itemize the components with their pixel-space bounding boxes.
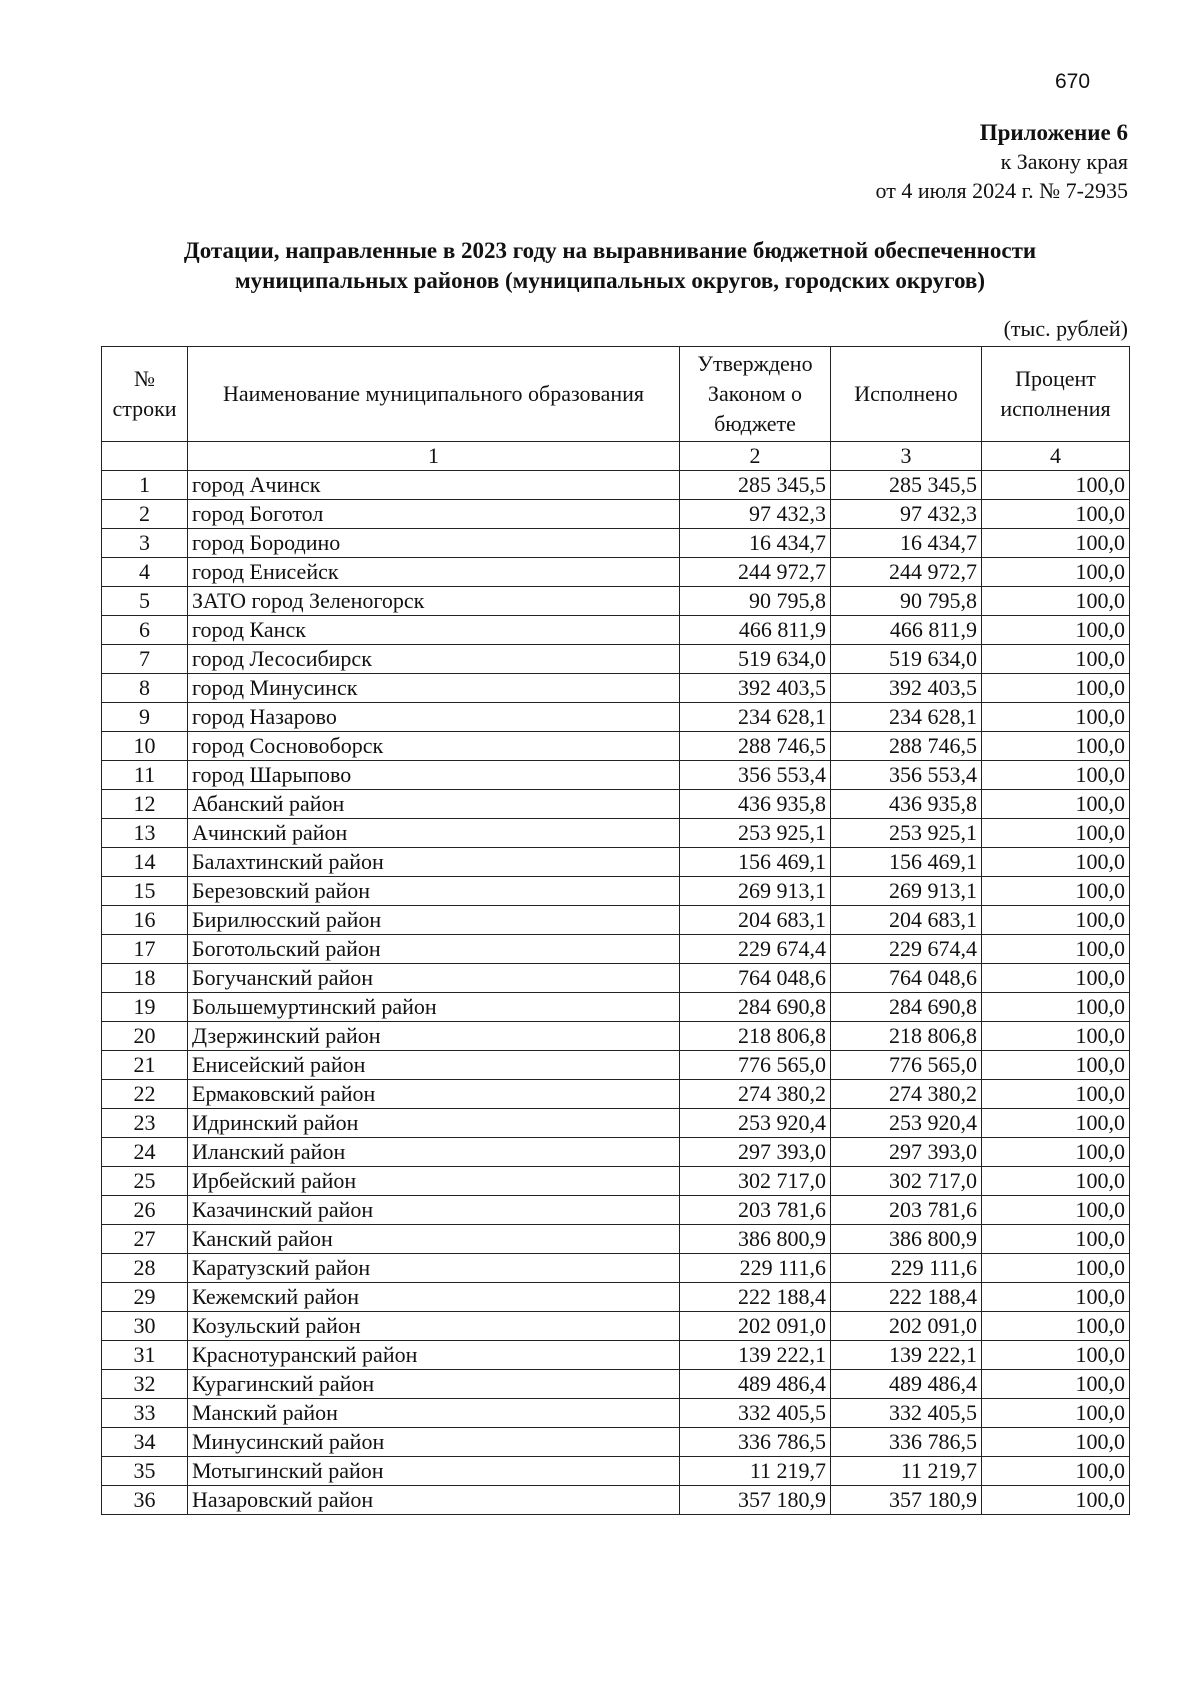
executed-amount-cell: 222 188,4 xyxy=(831,1283,982,1312)
row-number-cell: 26 xyxy=(102,1196,188,1225)
table-row xyxy=(102,1138,1130,1167)
executed-amount-cell: 97 432,3 xyxy=(831,500,982,529)
row-number-cell: 13 xyxy=(102,819,188,848)
row-number-cell: 10 xyxy=(102,732,188,761)
table-row xyxy=(102,1167,1130,1196)
row-number-cell: 33 xyxy=(102,1399,188,1428)
approved-amount-cell: 229 674,4 xyxy=(680,935,831,964)
municipality-name-cell: город Шарыпово xyxy=(188,761,680,790)
municipality-name-cell: Манский район xyxy=(188,1399,680,1428)
row-number-cell: 15 xyxy=(102,877,188,906)
approved-amount-cell: 139 222,1 xyxy=(680,1341,831,1370)
table-row xyxy=(102,500,1130,529)
execution-percent-cell: 100,0 xyxy=(982,703,1130,732)
column-number xyxy=(102,442,188,471)
table-body xyxy=(102,471,1130,1515)
execution-percent-cell: 100,0 xyxy=(982,1022,1130,1051)
execution-percent-cell: 100,0 xyxy=(982,1051,1130,1080)
execution-percent-cell: 100,0 xyxy=(982,674,1130,703)
row-number-cell: 23 xyxy=(102,1109,188,1138)
execution-percent-cell: 100,0 xyxy=(982,1428,1130,1457)
row-number-cell: 14 xyxy=(102,848,188,877)
table-row xyxy=(102,529,1130,558)
executed-amount-cell: 466 811,9 xyxy=(831,616,982,645)
municipality-name-cell: Казачинский район xyxy=(188,1196,680,1225)
approved-amount-cell: 285 345,5 xyxy=(680,471,831,500)
execution-percent-cell: 100,0 xyxy=(982,1341,1130,1370)
approved-amount-cell: 218 806,8 xyxy=(680,1022,831,1051)
executed-amount-cell: 229 674,4 xyxy=(831,935,982,964)
approved-amount-cell: 274 380,2 xyxy=(680,1080,831,1109)
execution-percent-cell: 100,0 xyxy=(982,1196,1130,1225)
executed-amount-cell: 156 469,1 xyxy=(831,848,982,877)
approved-amount-cell: 436 935,8 xyxy=(680,790,831,819)
table-row xyxy=(102,761,1130,790)
municipality-name-cell: Ачинский район xyxy=(188,819,680,848)
approved-amount-cell: 288 746,5 xyxy=(680,732,831,761)
approved-amount-cell: 332 405,5 xyxy=(680,1399,831,1428)
municipality-name-cell: Бирилюсский район xyxy=(188,906,680,935)
approved-amount-cell: 202 091,0 xyxy=(680,1312,831,1341)
appendix-law-reference: к Закону края xyxy=(1000,149,1128,174)
appendix-block xyxy=(876,118,1128,205)
municipality-name-cell: город Бородино xyxy=(188,529,680,558)
table-row xyxy=(102,906,1130,935)
execution-percent-cell: 100,0 xyxy=(982,1080,1130,1109)
column-number: 1 xyxy=(188,442,680,471)
executed-amount-cell: 253 920,4 xyxy=(831,1109,982,1138)
municipality-name-cell: Кежемский район xyxy=(188,1283,680,1312)
execution-percent-cell: 100,0 xyxy=(982,587,1130,616)
executed-amount-cell: 218 806,8 xyxy=(831,1022,982,1051)
execution-percent-cell: 100,0 xyxy=(982,790,1130,819)
table-row xyxy=(102,1051,1130,1080)
header-percent: Процент исполнения xyxy=(982,347,1130,442)
table-row xyxy=(102,674,1130,703)
executed-amount-cell: 386 800,9 xyxy=(831,1225,982,1254)
approved-amount-cell: 776 565,0 xyxy=(680,1051,831,1080)
units-label: (тыс. рублей) xyxy=(1003,316,1128,341)
municipality-name-cell: Минусинский район xyxy=(188,1428,680,1457)
approved-amount-cell: 489 486,4 xyxy=(680,1370,831,1399)
row-number-cell: 30 xyxy=(102,1312,188,1341)
executed-amount-cell: 336 786,5 xyxy=(831,1428,982,1457)
document-title-line-2: муниципальных районов (муниципальных округов, городских округов) xyxy=(234,268,986,293)
municipality-name-cell: Назаровский район xyxy=(188,1486,680,1515)
execution-percent-cell: 100,0 xyxy=(982,1109,1130,1138)
row-number-cell: 2 xyxy=(102,500,188,529)
executed-amount-cell: 489 486,4 xyxy=(831,1370,982,1399)
execution-percent-cell: 100,0 xyxy=(982,1138,1130,1167)
execution-percent-cell: 100,0 xyxy=(982,1457,1130,1486)
row-number-cell: 29 xyxy=(102,1283,188,1312)
approved-amount-cell: 392 403,5 xyxy=(680,674,831,703)
municipality-name-cell: Ирбейский район xyxy=(188,1167,680,1196)
header-name: Наименование муниципального образования xyxy=(188,347,680,442)
table-row xyxy=(102,1196,1130,1225)
municipality-name-cell: Абанский район xyxy=(188,790,680,819)
municipality-name-cell: город Лесосибирск xyxy=(188,645,680,674)
municipality-name-cell: Курагинский район xyxy=(188,1370,680,1399)
approved-amount-cell: 519 634,0 xyxy=(680,645,831,674)
executed-amount-cell: 392 403,5 xyxy=(831,674,982,703)
execution-percent-cell: 100,0 xyxy=(982,529,1130,558)
municipality-name-cell: Канский район xyxy=(188,1225,680,1254)
municipality-name-cell: город Канск xyxy=(188,616,680,645)
execution-percent-cell: 100,0 xyxy=(982,616,1130,645)
municipality-name-cell: Каратузский район xyxy=(188,1254,680,1283)
execution-percent-cell: 100,0 xyxy=(982,645,1130,674)
row-number-cell: 3 xyxy=(102,529,188,558)
header-approved: Утверждено Законом о бюджете xyxy=(680,347,831,442)
municipality-name-cell: Козульский район xyxy=(188,1312,680,1341)
execution-percent-cell: 100,0 xyxy=(982,1225,1130,1254)
row-number-cell: 25 xyxy=(102,1167,188,1196)
municipality-name-cell: город Боготол xyxy=(188,500,680,529)
municipality-name-cell: город Назарово xyxy=(188,703,680,732)
approved-amount-cell: 302 717,0 xyxy=(680,1167,831,1196)
approved-amount-cell: 284 690,8 xyxy=(680,993,831,1022)
table-row xyxy=(102,616,1130,645)
approved-amount-cell: 204 683,1 xyxy=(680,906,831,935)
table-row xyxy=(102,1457,1130,1486)
executed-amount-cell: 356 553,4 xyxy=(831,761,982,790)
executed-amount-cell: 519 634,0 xyxy=(831,645,982,674)
execution-percent-cell: 100,0 xyxy=(982,1370,1130,1399)
execution-percent-cell: 100,0 xyxy=(982,906,1130,935)
approved-amount-cell: 11 219,7 xyxy=(680,1457,831,1486)
table-row xyxy=(102,1254,1130,1283)
approved-amount-cell: 764 048,6 xyxy=(680,964,831,993)
appendix-title: Приложение 6 xyxy=(979,120,1128,145)
table-row xyxy=(102,1428,1130,1457)
municipality-name-cell: Дзержинский район xyxy=(188,1022,680,1051)
approved-amount-cell: 244 972,7 xyxy=(680,558,831,587)
table-row xyxy=(102,1486,1130,1515)
table-row xyxy=(102,993,1130,1022)
column-numbers-row xyxy=(102,442,1130,471)
execution-percent-cell: 100,0 xyxy=(982,1399,1130,1428)
table-row xyxy=(102,645,1130,674)
table-row xyxy=(102,1022,1130,1051)
execution-percent-cell: 100,0 xyxy=(982,500,1130,529)
column-number: 3 xyxy=(831,442,982,471)
municipality-name-cell: Мотыгинский район xyxy=(188,1457,680,1486)
municipality-name-cell: город Ачинск xyxy=(188,471,680,500)
executed-amount-cell: 269 913,1 xyxy=(831,877,982,906)
table-row xyxy=(102,1225,1130,1254)
row-number-cell: 22 xyxy=(102,1080,188,1109)
table-row xyxy=(102,1312,1130,1341)
execution-percent-cell: 100,0 xyxy=(982,964,1130,993)
row-number-cell: 18 xyxy=(102,964,188,993)
municipality-name-cell: Иланский район xyxy=(188,1138,680,1167)
executed-amount-cell: 244 972,7 xyxy=(831,558,982,587)
header-executed: Исполнено xyxy=(831,347,982,442)
approved-amount-cell: 336 786,5 xyxy=(680,1428,831,1457)
executed-amount-cell: 253 925,1 xyxy=(831,819,982,848)
table-row xyxy=(102,1080,1130,1109)
approved-amount-cell: 386 800,9 xyxy=(680,1225,831,1254)
document-title xyxy=(100,236,1120,296)
execution-percent-cell: 100,0 xyxy=(982,819,1130,848)
execution-percent-cell: 100,0 xyxy=(982,1283,1130,1312)
column-number: 4 xyxy=(982,442,1130,471)
execution-percent-cell: 100,0 xyxy=(982,1254,1130,1283)
executed-amount-cell: 284 690,8 xyxy=(831,993,982,1022)
approved-amount-cell: 253 925,1 xyxy=(680,819,831,848)
row-number-cell: 31 xyxy=(102,1341,188,1370)
row-number-cell: 24 xyxy=(102,1138,188,1167)
table-row xyxy=(102,1283,1130,1312)
appendix-law-date: от 4 июля 2024 г. № 7-2935 xyxy=(875,178,1128,203)
table-row xyxy=(102,1341,1130,1370)
municipality-name-cell: Идринский район xyxy=(188,1109,680,1138)
executed-amount-cell: 202 091,0 xyxy=(831,1312,982,1341)
municipality-name-cell: Краснотуранский район xyxy=(188,1341,680,1370)
executed-amount-cell: 203 781,6 xyxy=(831,1196,982,1225)
table-row xyxy=(102,732,1130,761)
row-number-cell: 11 xyxy=(102,761,188,790)
municipality-name-cell: город Сосновоборск xyxy=(188,732,680,761)
municipality-name-cell: Балахтинский район xyxy=(188,848,680,877)
municipality-name-cell: Енисейский район xyxy=(188,1051,680,1080)
row-number-cell: 6 xyxy=(102,616,188,645)
row-number-cell: 9 xyxy=(102,703,188,732)
row-number-cell: 16 xyxy=(102,906,188,935)
executed-amount-cell: 436 935,8 xyxy=(831,790,982,819)
page-number: 670 xyxy=(1055,70,1091,93)
approved-amount-cell: 90 795,8 xyxy=(680,587,831,616)
executed-amount-cell: 297 393,0 xyxy=(831,1138,982,1167)
row-number-cell: 36 xyxy=(102,1486,188,1515)
table-row xyxy=(102,964,1130,993)
execution-percent-cell: 100,0 xyxy=(982,993,1130,1022)
approved-amount-cell: 253 920,4 xyxy=(680,1109,831,1138)
row-number-cell: 19 xyxy=(102,993,188,1022)
execution-percent-cell: 100,0 xyxy=(982,1486,1130,1515)
subsidies-table xyxy=(101,346,1130,1515)
table-row xyxy=(102,1370,1130,1399)
executed-amount-cell: 90 795,8 xyxy=(831,587,982,616)
execution-percent-cell: 100,0 xyxy=(982,471,1130,500)
approved-amount-cell: 356 553,4 xyxy=(680,761,831,790)
executed-amount-cell: 302 717,0 xyxy=(831,1167,982,1196)
table-row xyxy=(102,848,1130,877)
executed-amount-cell: 11 219,7 xyxy=(831,1457,982,1486)
document-title-line-1: Дотации, направленные в 2023 году на выравнивание бюджетной обеспеченности xyxy=(183,238,1037,263)
approved-amount-cell: 156 469,1 xyxy=(680,848,831,877)
approved-amount-cell: 297 393,0 xyxy=(680,1138,831,1167)
executed-amount-cell: 274 380,2 xyxy=(831,1080,982,1109)
executed-amount-cell: 16 434,7 xyxy=(831,529,982,558)
row-number-cell: 35 xyxy=(102,1457,188,1486)
row-number-cell: 5 xyxy=(102,587,188,616)
row-number-cell: 1 xyxy=(102,471,188,500)
row-number-cell: 7 xyxy=(102,645,188,674)
execution-percent-cell: 100,0 xyxy=(982,848,1130,877)
row-number-cell: 8 xyxy=(102,674,188,703)
row-number-cell: 4 xyxy=(102,558,188,587)
row-number-cell: 12 xyxy=(102,790,188,819)
table-row xyxy=(102,558,1130,587)
executed-amount-cell: 229 111,6 xyxy=(831,1254,982,1283)
approved-amount-cell: 229 111,6 xyxy=(680,1254,831,1283)
row-number-cell: 34 xyxy=(102,1428,188,1457)
header-row-number: № строки xyxy=(102,347,188,442)
row-number-cell: 20 xyxy=(102,1022,188,1051)
table-row xyxy=(102,703,1130,732)
approved-amount-cell: 466 811,9 xyxy=(680,616,831,645)
row-number-cell: 27 xyxy=(102,1225,188,1254)
table-header-row xyxy=(102,347,1130,442)
table-row xyxy=(102,1399,1130,1428)
table-row xyxy=(102,819,1130,848)
row-number-cell: 17 xyxy=(102,935,188,964)
execution-percent-cell: 100,0 xyxy=(982,558,1130,587)
municipality-name-cell: город Енисейск xyxy=(188,558,680,587)
row-number-cell: 21 xyxy=(102,1051,188,1080)
executed-amount-cell: 234 628,1 xyxy=(831,703,982,732)
table-row xyxy=(102,935,1130,964)
approved-amount-cell: 97 432,3 xyxy=(680,500,831,529)
municipality-name-cell: Богучанский район xyxy=(188,964,680,993)
row-number-cell: 32 xyxy=(102,1370,188,1399)
execution-percent-cell: 100,0 xyxy=(982,935,1130,964)
approved-amount-cell: 357 180,9 xyxy=(680,1486,831,1515)
executed-amount-cell: 139 222,1 xyxy=(831,1341,982,1370)
table-row xyxy=(102,587,1130,616)
municipality-name-cell: Боготольский район xyxy=(188,935,680,964)
executed-amount-cell: 288 746,5 xyxy=(831,732,982,761)
table-row xyxy=(102,1109,1130,1138)
table-row xyxy=(102,790,1130,819)
execution-percent-cell: 100,0 xyxy=(982,1312,1130,1341)
executed-amount-cell: 285 345,5 xyxy=(831,471,982,500)
approved-amount-cell: 203 781,6 xyxy=(680,1196,831,1225)
executed-amount-cell: 357 180,9 xyxy=(831,1486,982,1515)
municipality-name-cell: Большемуртинский район xyxy=(188,993,680,1022)
municipality-name-cell: ЗАТО город Зеленогорск xyxy=(188,587,680,616)
approved-amount-cell: 234 628,1 xyxy=(680,703,831,732)
executed-amount-cell: 776 565,0 xyxy=(831,1051,982,1080)
municipality-name-cell: город Минусинск xyxy=(188,674,680,703)
approved-amount-cell: 16 434,7 xyxy=(680,529,831,558)
approved-amount-cell: 269 913,1 xyxy=(680,877,831,906)
executed-amount-cell: 204 683,1 xyxy=(831,906,982,935)
approved-amount-cell: 222 188,4 xyxy=(680,1283,831,1312)
municipality-name-cell: Ермаковский район xyxy=(188,1080,680,1109)
row-number-cell: 28 xyxy=(102,1254,188,1283)
municipality-name-cell: Березовский район xyxy=(188,877,680,906)
execution-percent-cell: 100,0 xyxy=(982,761,1130,790)
executed-amount-cell: 332 405,5 xyxy=(831,1399,982,1428)
execution-percent-cell: 100,0 xyxy=(982,1167,1130,1196)
table-row xyxy=(102,877,1130,906)
execution-percent-cell: 100,0 xyxy=(982,877,1130,906)
table-row xyxy=(102,471,1130,500)
column-number: 2 xyxy=(680,442,831,471)
execution-percent-cell: 100,0 xyxy=(982,732,1130,761)
executed-amount-cell: 764 048,6 xyxy=(831,964,982,993)
